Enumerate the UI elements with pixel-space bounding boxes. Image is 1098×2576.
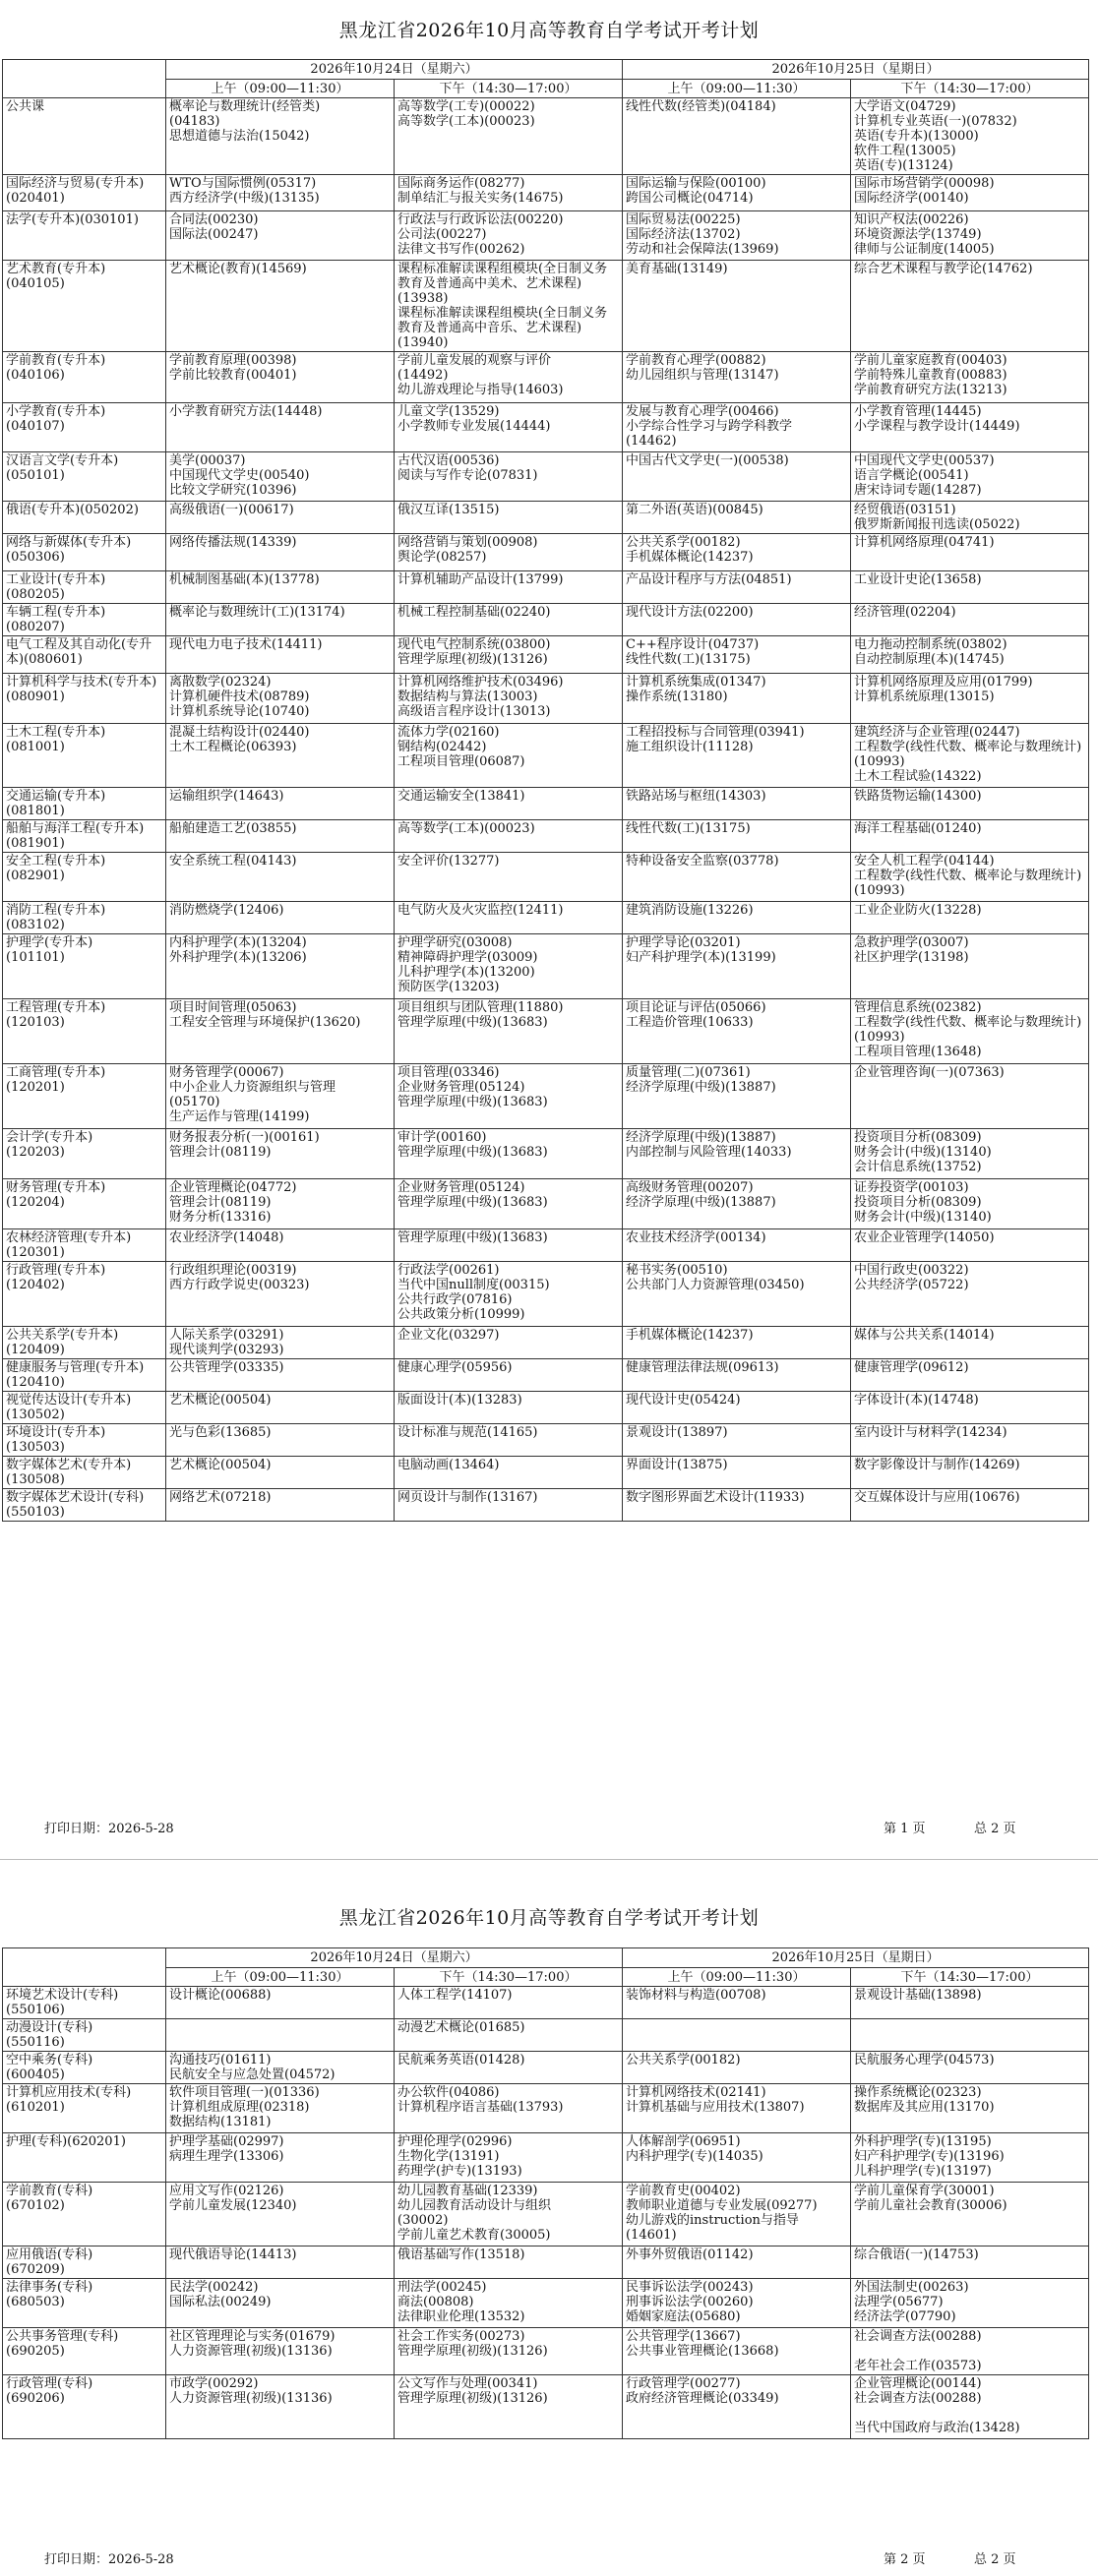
page-total: 总 2 页 <box>974 1822 1016 1836</box>
course-cell-d1am: 沟通技巧(01611) 民航安全与应急处置(04572) <box>166 2052 395 2084</box>
table-row <box>3 1229 1089 1262</box>
course-cell-d1pm: 项目管理(03346) 企业财务管理(05124) 管理学原理(中级)(13683) <box>395 1064 623 1129</box>
header-day1-pm: 下午（14:30—17:00） <box>395 80 623 98</box>
page-number: 第 1 页 <box>884 1822 926 1836</box>
course-cell-d2pm: 民航服务心理学(04573) <box>851 2052 1089 2084</box>
major-cell: 视觉传达设计(专升本) (130502) <box>3 1392 166 1424</box>
table-row <box>3 534 1089 571</box>
course-cell-d1am: 机械制图基础(本)(13778) <box>166 571 395 604</box>
course-cell-d2am: 现代设计史(05424) <box>623 1392 851 1424</box>
major-cell: 网络与新媒体(专升本) (050306) <box>3 534 166 571</box>
major-cell: 数字媒体艺术设计(专科)(550103) <box>3 1489 166 1522</box>
course-cell-d1pm: 项目组织与团队管理(11880) 管理学原理(中级)(13683) <box>395 999 623 1064</box>
course-cell-d1am: 现代俄语导论(14413) <box>166 2247 395 2279</box>
course-cell-d1am: 应用文写作(02126) 学前儿童发展(12340) <box>166 2183 395 2247</box>
course-cell-d1pm: 行政法学(00261) 当代中国null制度(00315) 公共行政学(07816) 公共政策分析(10999) <box>395 1262 623 1327</box>
course-cell-d1pm: 电脑动画(13464) <box>395 1457 623 1489</box>
course-cell-d1pm: 计算机辅助产品设计(13799) <box>395 571 623 604</box>
course-cell-d1am: 设计概论(00688) <box>166 1987 395 2019</box>
course-cell-d1am: 社区管理理论与实务(01679) 人力资源管理(初级)(13136) <box>166 2328 395 2375</box>
course-cell-d1am: 内科护理学(本)(13204) 外科护理学(本)(13206) <box>166 934 395 999</box>
course-cell-d1pm: 健康心理学(05956) <box>395 1359 623 1392</box>
table-row <box>3 2183 1089 2247</box>
table-row <box>3 2328 1089 2375</box>
header-day2: 2026年10月25日（星期日） <box>623 1948 1089 1968</box>
table-row <box>3 2133 1089 2183</box>
course-cell-d1am: 财务管理学(00067) 中小企业人力资源组织与管理 (05170) 生产运作与管理(14199) <box>166 1064 395 1129</box>
course-cell-d1pm: 网络营销与策划(00908) 舆论学(08257) <box>395 534 623 571</box>
table-row <box>3 820 1089 853</box>
major-cell: 公共课 <box>3 98 166 175</box>
major-cell: 汉语言文学(专升本) (050101) <box>3 452 166 502</box>
course-cell-d2pm: 外科护理学(专)(13195) 妇产科护理学(专)(13196) 儿科护理学(专)(13197) <box>851 2133 1089 2183</box>
course-cell-d1am: 人际关系学(03291) 现代谈判学(03293) <box>166 1327 395 1359</box>
table-row <box>3 2247 1089 2279</box>
table-row <box>3 175 1089 211</box>
major-cell: 工商管理(专升本) (120201) <box>3 1064 166 1129</box>
course-cell-d2pm: 交互媒体设计与应用(10676) <box>851 1489 1089 1522</box>
course-cell-d2am: 高级财务管理(00207) 经济学原理(中级)(13887) <box>623 1179 851 1229</box>
course-cell-d2pm: 企业管理概论(00144) 社会调查方法(00288) 当代中国政府与政治(13428) <box>851 2375 1089 2439</box>
course-cell-d2am: 公共关系学(00182) 手机媒体概论(14237) <box>623 534 851 571</box>
course-cell-d1pm: 机械工程控制基础(02240) <box>395 604 623 636</box>
course-cell-d2am: 铁路站场与枢纽(14303) <box>623 788 851 820</box>
header-day1: 2026年10月24日（星期六） <box>166 60 623 80</box>
course-cell-d1pm: 刑法学(00245) 商法(00808) 法律职业伦理(13532) <box>395 2279 623 2328</box>
course-cell-d1pm: 幼儿园教育基础(12339) 幼儿园教育活动设计与组织 (30002) 学前儿童艺术教育(30005) <box>395 2183 623 2247</box>
course-cell-d2pm: 外国法制史(00263) 法理学(05677) 经济法学(07790) <box>851 2279 1089 2328</box>
course-cell-d2pm: 工业企业防火(13228) <box>851 902 1089 934</box>
course-cell-d2pm: 海洋工程基础(01240) <box>851 820 1089 853</box>
table-row <box>3 403 1089 452</box>
course-cell-d2am: 行政管理学(00277) 政府经济管理概论(03349) <box>623 2375 851 2439</box>
table-row <box>3 2084 1089 2133</box>
header-major-cell <box>3 1948 166 1987</box>
major-cell: 俄语(专升本)(050202) <box>3 502 166 534</box>
course-cell-d2pm: 计算机网络原理(04741) <box>851 534 1089 571</box>
major-cell: 工业设计(专升本) (080205) <box>3 571 166 604</box>
major-cell: 农林经济管理(专升本)(120301) <box>3 1229 166 1262</box>
major-cell: 消防工程(专升本) (083102) <box>3 902 166 934</box>
course-cell-d1pm: 审计学(00160) 管理学原理(中级)(13683) <box>395 1129 623 1179</box>
table-row <box>3 1424 1089 1457</box>
major-cell: 安全工程(专升本) (082901) <box>3 853 166 902</box>
course-cell-d2am: 发展与教育心理学(00466) 小学综合性学习与跨学科教学 (14462) <box>623 403 851 452</box>
major-cell: 空中乘务(专科) (600405) <box>3 2052 166 2084</box>
page-total: 总 2 页 <box>974 2552 1016 2567</box>
course-cell-d1pm: 俄语基础写作(13518) <box>395 2247 623 2279</box>
course-cell-d2am: 秘书实务(00510) 公共部门人力资源管理(03450) <box>623 1262 851 1327</box>
course-cell-d1pm: 安全评价(13277) <box>395 853 623 902</box>
course-cell-d1pm: 管理学原理(中级)(13683) <box>395 1229 623 1262</box>
major-cell: 行政管理(专科) (690206) <box>3 2375 166 2439</box>
course-cell-d2pm: 大学语文(04729) 计算机专业英语(一)(07832) 英语(专升本)(13000) 软件工程(13005) 英语(专)(13124) <box>851 98 1089 175</box>
table-row <box>3 902 1089 934</box>
course-cell-d2am: 质量管理(二)(07361) 经济学原理(中级)(13887) <box>623 1064 851 1129</box>
table-row <box>3 2375 1089 2439</box>
course-cell-d1am: 行政组织理论(00319) 西方行政学说史(00323) <box>166 1262 395 1327</box>
course-cell-d1pm: 高等数学(工本)(00023) <box>395 820 623 853</box>
table-row <box>3 1392 1089 1424</box>
course-cell-d1pm: 俄汉互译(13515) <box>395 502 623 534</box>
course-cell-d1am: 概率论与数理统计(工)(13174) <box>166 604 395 636</box>
major-cell: 财务管理(专升本) (120204) <box>3 1179 166 1229</box>
course-cell-d1am: 现代电力电子技术(14411) <box>166 636 395 674</box>
course-cell-d2am: 健康管理法律法规(09613) <box>623 1359 851 1392</box>
table-row <box>3 1359 1089 1392</box>
course-cell-d2pm: 电力拖动控制系统(03802) 自动控制原理(本)(14745) <box>851 636 1089 674</box>
course-cell-d1pm: 儿童文学(13529) 小学教师专业发展(14444) <box>395 403 623 452</box>
major-cell: 国际经济与贸易(专升本)(020401) <box>3 175 166 211</box>
major-cell: 行政管理(专升本) (120402) <box>3 1262 166 1327</box>
course-cell-d1am <box>166 2019 395 2052</box>
major-cell: 护理(专科)(620201) <box>3 2133 166 2183</box>
course-cell-d2pm: 管理信息系统(02382) 工程数学(线性代数、概率论与数理统计)(10993) 工程项目管理(13648) <box>851 999 1089 1064</box>
course-cell-d2am: 现代设计方法(02200) <box>623 604 851 636</box>
course-cell-d2pm <box>851 2019 1089 2052</box>
table-row <box>3 1262 1089 1327</box>
course-cell-d1pm: 版面设计(本)(13283) <box>395 1392 623 1424</box>
course-cell-d2pm: 学前儿童保育学(30001) 学前儿童社会教育(30006) <box>851 2183 1089 2247</box>
course-cell-d2pm: 安全人机工程学(04144) 工程数学(线性代数、概率论与数理统计)(10993) <box>851 853 1089 902</box>
table-row <box>3 1179 1089 1229</box>
table-row <box>3 674 1089 724</box>
course-cell-d2pm: 企业管理咨询(一)(07363) <box>851 1064 1089 1129</box>
course-cell-d2pm: 操作系统概论(02323) 数据库及其应用(13170) <box>851 2084 1089 2133</box>
major-cell: 环境艺术设计(专科) (550106) <box>3 1987 166 2019</box>
schedule-table <box>2 59 1089 1522</box>
course-cell-d1pm: 高等数学(工专)(00022) 高等数学(工本)(00023) <box>395 98 623 175</box>
course-cell-d2am: 工程招投标与合同管理(03941) 施工组织设计(11128) <box>623 724 851 788</box>
header-day2-pm: 下午（14:30—17:00） <box>851 80 1089 98</box>
major-cell: 公共关系学(专升本) (120409) <box>3 1327 166 1359</box>
course-cell-d1am: 美学(00037) 中国现代文学史(00540) 比较文学研究(10396) <box>166 452 395 502</box>
course-cell-d2am: 中国古代文学史(一)(00538) <box>623 452 851 502</box>
header-date-row <box>3 1948 1089 1968</box>
course-cell-d2am: 外事外贸俄语(01142) <box>623 2247 851 2279</box>
course-cell-d1pm: 计算机网络维护技术(03496) 数据结构与算法(13003) 高级语言程序设计(13013) <box>395 674 623 724</box>
course-cell-d2am: 民事诉讼法学(00243) 刑事诉讼法学(00260) 婚姻家庭法(05680) <box>623 2279 851 2328</box>
course-cell-d2pm: 字体设计(本)(14748) <box>851 1392 1089 1424</box>
course-cell-d2am: 第二外语(英语)(00845) <box>623 502 851 534</box>
table-row <box>3 2019 1089 2052</box>
schedule-page-2 <box>0 1852 1098 2576</box>
table-row <box>3 98 1089 175</box>
major-cell: 法律事务(专科) (680503) <box>3 2279 166 2328</box>
course-cell-d1am: 学前教育原理(00398) 学前比较教育(00401) <box>166 352 395 403</box>
course-cell-d2pm: 知识产权法(00226) 环境资源法学(13749) 律师与公证制度(14005) <box>851 211 1089 261</box>
major-cell: 环境设计(专升本) (130503) <box>3 1424 166 1457</box>
course-cell-d1pm: 民航乘务英语(01428) <box>395 2052 623 2084</box>
page-number: 第 2 页 <box>884 2552 926 2567</box>
table-row <box>3 2052 1089 2084</box>
course-cell-d2pm: 工业设计史论(13658) <box>851 571 1089 604</box>
course-cell-d2pm: 综合艺术课程与教学论(14762) <box>851 261 1089 352</box>
course-cell-d1pm: 行政法与行政诉讼法(00220) 公司法(00227) 法律文书写作(00262) <box>395 211 623 261</box>
course-cell-d1pm: 国际商务运作(08277) 制单结汇与报关实务(14675) <box>395 175 623 211</box>
course-cell-d1am: 软件项目管理(一)(01336) 计算机组成原理(02318) 数据结构(13181) <box>166 2084 395 2133</box>
course-cell-d2am: 护理学导论(03201) 妇产科护理学(本)(13199) <box>623 934 851 999</box>
course-cell-d1pm: 人体工程学(14107) <box>395 1987 623 2019</box>
major-cell: 公共事务管理(专科) (690205) <box>3 2328 166 2375</box>
table-row <box>3 502 1089 534</box>
course-cell-d2am: 界面设计(13875) <box>623 1457 851 1489</box>
course-cell-d2am: 人体解剖学(06951) 内科护理学(专)(14035) <box>623 2133 851 2183</box>
course-cell-d1am: 公共管理学(03335) <box>166 1359 395 1392</box>
header-day1-am: 上午（09:00—11:30） <box>166 80 395 98</box>
table-row <box>3 636 1089 674</box>
print-date: 打印日期：2026-5-28 <box>44 1822 174 1836</box>
course-cell-d1am: 合同法(00230) 国际法(00247) <box>166 211 395 261</box>
course-cell-d2am: 装饰材料与构造(00708) <box>623 1987 851 2019</box>
course-cell-d1pm: 古代汉语(00536) 阅读与写作专论(07831) <box>395 452 623 502</box>
header-session-row <box>3 80 1089 98</box>
schedule-body <box>3 60 1089 1522</box>
course-cell-d1am: 财务报表分析(一)(00161) 管理会计(08119) <box>166 1129 395 1179</box>
course-cell-d2pm: 中国现代文学史(00537) 语言学概论(00541) 唐宋诗词专题(14287) <box>851 452 1089 502</box>
course-cell-d1pm: 护理伦理学(02996) 生物化学(13191) 药理学(护专)(13193) <box>395 2133 623 2183</box>
table-row <box>3 604 1089 636</box>
course-cell-d2pm: 社会调查方法(00288) 老年社会工作(03573) <box>851 2328 1089 2375</box>
course-cell-d1am: 艺术概论(00504) <box>166 1457 395 1489</box>
course-cell-d2pm: 经贸俄语(03151) 俄罗斯新闻报刊选读(05022) <box>851 502 1089 534</box>
table-row <box>3 853 1089 902</box>
course-cell-d2pm: 室内设计与材料学(14234) <box>851 1424 1089 1457</box>
page-title: 黑龙江省2026年10月高等教育自学考试开考计划 <box>338 20 760 41</box>
major-cell: 计算机科学与技术(专升本)(080901) <box>3 674 166 724</box>
major-cell: 健康服务与管理(专升本)(120410) <box>3 1359 166 1392</box>
course-cell-d1am: 小学教育研究方法(14448) <box>166 403 395 452</box>
major-cell: 学前教育(专升本) (040106) <box>3 352 166 403</box>
course-cell-d2am: 国际贸易法(00225) 国际经济法(13702) 劳动和社会保障法(13969) <box>623 211 851 261</box>
major-cell: 法学(专升本)(030101) <box>3 211 166 261</box>
course-cell-d2am: 手机媒体概论(14237) <box>623 1327 851 1359</box>
table-row <box>3 352 1089 403</box>
course-cell-d2am: 线性代数(工)(13175) <box>623 820 851 853</box>
course-cell-d1pm: 护理学研究(03008) 精神障碍护理学(03009) 儿科护理学(本)(13200) 预防医学(13203) <box>395 934 623 999</box>
course-cell-d2pm: 数字影像设计与制作(14269) <box>851 1457 1089 1489</box>
print-date: 打印日期：2026-5-28 <box>44 2552 174 2567</box>
major-cell: 应用俄语(专科) (670209) <box>3 2247 166 2279</box>
header-day2-am: 上午（09:00—11:30） <box>623 1968 851 1987</box>
course-cell-d2pm: 中国行政史(00322) 公共经济学(05722) <box>851 1262 1089 1327</box>
header-day1: 2026年10月24日（星期六） <box>166 1948 623 1968</box>
header-day1-am: 上午（09:00—11:30） <box>166 1968 395 1987</box>
major-cell: 护理学(专升本) (101101) <box>3 934 166 999</box>
course-cell-d2am: 经济学原理(中级)(13887) 内部控制与风险管理(14033) <box>623 1129 851 1179</box>
major-cell: 会计学(专升本) (120203) <box>3 1129 166 1179</box>
course-cell-d2am <box>623 2019 851 2052</box>
course-cell-d1am: 安全系统工程(04143) <box>166 853 395 902</box>
header-major-cell <box>3 60 166 98</box>
table-row <box>3 788 1089 820</box>
course-cell-d1am: 离散数学(02324) 计算机硬件技术(08789) 计算机系统导论(10740) <box>166 674 395 724</box>
course-cell-d2am: 计算机网络技术(02141) 计算机基础与应用技术(13807) <box>623 2084 851 2133</box>
course-cell-d2pm: 铁路货物运输(14300) <box>851 788 1089 820</box>
course-cell-d2am: 国际运输与保险(00100) 跨国公司概论(04714) <box>623 175 851 211</box>
table-row <box>3 1129 1089 1179</box>
table-row <box>3 1064 1089 1129</box>
table-row <box>3 1457 1089 1489</box>
course-cell-d1am: 民法学(00242) 国际私法(00249) <box>166 2279 395 2328</box>
course-cell-d1am: 船舶建造工艺(03855) <box>166 820 395 853</box>
course-cell-d2pm: 景观设计基础(13898) <box>851 1987 1089 2019</box>
header-day2: 2026年10月25日（星期日） <box>623 60 1089 80</box>
table-row <box>3 724 1089 788</box>
major-cell: 工程管理(专升本) (120103) <box>3 999 166 1064</box>
course-cell-d1am: 网络传播法规(14339) <box>166 534 395 571</box>
header-day1-pm: 下午（14:30—17:00） <box>395 1968 623 1987</box>
course-cell-d2am: 建筑消防设施(13226) <box>623 902 851 934</box>
course-cell-d1am: 艺术概论(教育)(14569) <box>166 261 395 352</box>
course-cell-d2am: 农业技术经济学(00134) <box>623 1229 851 1262</box>
course-cell-d1am: 消防燃烧学(12406) <box>166 902 395 934</box>
table-row <box>3 1489 1089 1522</box>
course-cell-d1am: 企业管理概论(04772) 管理会计(08119) 财务分析(13316) <box>166 1179 395 1229</box>
course-cell-d1am: 农业经济学(14048) <box>166 1229 395 1262</box>
course-cell-d1am: 光与色彩(13685) <box>166 1424 395 1457</box>
major-cell: 电气工程及其自动化(专升本)(080601) <box>3 636 166 674</box>
course-cell-d1pm: 企业文化(03297) <box>395 1327 623 1359</box>
header-date-row <box>3 60 1089 80</box>
table-row <box>3 1987 1089 2019</box>
page-title: 黑龙江省2026年10月高等教育自学考试开考计划 <box>338 1907 760 1929</box>
table-row <box>3 211 1089 261</box>
course-cell-d2am: 产品设计程序与方法(04851) <box>623 571 851 604</box>
course-cell-d2am: 特种设备安全监察(03778) <box>623 853 851 902</box>
course-cell-d2am: 景观设计(13897) <box>623 1424 851 1457</box>
header-day2-am: 上午（09:00—11:30） <box>623 80 851 98</box>
table-row <box>3 934 1089 999</box>
course-cell-d2am: 项目论证与评估(05066) 工程造价管理(10633) <box>623 999 851 1064</box>
course-cell-d2pm: 投资项目分析(08309) 财务会计(中级)(13140) 会计信息系统(13752) <box>851 1129 1089 1179</box>
course-cell-d2pm: 计算机网络原理及应用(01799) 计算机系统原理(13015) <box>851 674 1089 724</box>
table-row <box>3 261 1089 352</box>
course-cell-d1pm: 流体力学(02160) 钢结构(02442) 工程项目管理(06087) <box>395 724 623 788</box>
course-cell-d1am: 混凝土结构设计(02440) 土木工程概论(06393) <box>166 724 395 788</box>
table-row <box>3 1327 1089 1359</box>
course-cell-d1am: 艺术概论(00504) <box>166 1392 395 1424</box>
major-cell: 船舶与海洋工程(专升本)(081901) <box>3 820 166 853</box>
major-cell: 数字媒体艺术(专升本)(130508) <box>3 1457 166 1489</box>
header-session-row <box>3 1968 1089 1987</box>
course-cell-d2pm: 小学教育管理(14445) 小学课程与教学设计(14449) <box>851 403 1089 452</box>
course-cell-d2am: 公共关系学(00182) <box>623 2052 851 2084</box>
header-day2-pm: 下午（14:30—17:00） <box>851 1968 1089 1987</box>
course-cell-d1pm: 办公软件(04086) 计算机程序语言基础(13793) <box>395 2084 623 2133</box>
schedule-table <box>2 1947 1089 2439</box>
course-cell-d2pm: 学前儿童家庭教育(00403) 学前特殊儿童教育(00883) 学前教育研究方法(13213) <box>851 352 1089 403</box>
course-cell-d2am: 美育基础(13149) <box>623 261 851 352</box>
major-cell: 交通运输(专升本) (081801) <box>3 788 166 820</box>
course-cell-d1pm: 电气防火及火灾监控(12411) <box>395 902 623 934</box>
course-cell-d1am: 网络艺术(07218) <box>166 1489 395 1522</box>
course-cell-d1am: 运输组织学(14643) <box>166 788 395 820</box>
major-cell: 小学教育(专升本) (040107) <box>3 403 166 452</box>
schedule-body <box>3 1948 1089 2439</box>
course-cell-d1am: 高级俄语(一)(00617) <box>166 502 395 534</box>
course-cell-d1pm: 动漫艺术概论(01685) <box>395 2019 623 2052</box>
table-row <box>3 999 1089 1064</box>
major-cell: 学前教育(专科) (670102) <box>3 2183 166 2247</box>
course-cell-d1pm: 设计标准与规范(14165) <box>395 1424 623 1457</box>
course-cell-d2pm: 国际市场营销学(00098) 国际经济学(00140) <box>851 175 1089 211</box>
course-cell-d1pm: 企业财务管理(05124) 管理学原理(中级)(13683) <box>395 1179 623 1229</box>
course-cell-d2am: 数字图形界面艺术设计(11933) <box>623 1489 851 1522</box>
course-cell-d2am: 学前教育史(00402) 教师职业道德与专业发展(09277) 幼儿游戏的instruction与指导(14601) <box>623 2183 851 2247</box>
course-cell-d2pm: 农业企业管理学(14050) <box>851 1229 1089 1262</box>
course-cell-d1am: 护理学基础(02997) 病理生理学(13306) <box>166 2133 395 2183</box>
major-cell: 动漫设计(专科) (550116) <box>3 2019 166 2052</box>
course-cell-d1am: 项目时间管理(05063) 工程安全管理与环境保护(13620) <box>166 999 395 1064</box>
course-cell-d2am: 线性代数(经管类)(04184) <box>623 98 851 175</box>
major-cell: 计算机应用技术(专科) (610201) <box>3 2084 166 2133</box>
course-cell-d1pm: 交通运输安全(13841) <box>395 788 623 820</box>
table-row <box>3 2279 1089 2328</box>
major-cell: 艺术教育(专升本) (040105) <box>3 261 166 352</box>
course-cell-d2pm: 媒体与公共关系(14014) <box>851 1327 1089 1359</box>
course-cell-d2am: 计算机系统集成(01347) 操作系统(13180) <box>623 674 851 724</box>
course-cell-d2pm: 经济管理(02204) <box>851 604 1089 636</box>
course-cell-d1pm: 学前儿童发展的观察与评价 (14492) 幼儿游戏理论与指导(14603) <box>395 352 623 403</box>
course-cell-d2pm: 证券投资学(00103) 投资项目分析(08309) 财务会计(中级)(13140) <box>851 1179 1089 1229</box>
course-cell-d2am: 学前教育心理学(00882) 幼儿园组织与管理(13147) <box>623 352 851 403</box>
table-row <box>3 571 1089 604</box>
course-cell-d1pm: 社会工作实务(00273) 管理学原理(初级)(13126) <box>395 2328 623 2375</box>
course-cell-d1am: WTO与国际惯例(05317) 西方经济学(中级)(13135) <box>166 175 395 211</box>
course-cell-d2pm: 急救护理学(03007) 社区护理学(13198) <box>851 934 1089 999</box>
course-cell-d1pm: 现代电气控制系统(03800) 管理学原理(初级)(13126) <box>395 636 623 674</box>
course-cell-d2pm: 综合俄语(一)(14753) <box>851 2247 1089 2279</box>
course-cell-d1pm: 公文写作与处理(00341) 管理学原理(初级)(13126) <box>395 2375 623 2439</box>
course-cell-d2pm: 建筑经济与企业管理(02447) 工程数学(线性代数、概率论与数理统计)(10993) 土木工程试验(14322) <box>851 724 1089 788</box>
course-cell-d2am: 公共管理学(13667) 公共事业管理概论(13668) <box>623 2328 851 2375</box>
course-cell-d1pm: 课程标准解读课程组模块(全日制义务教育及普通高中美术、艺术课程)(13938) 课程标准解读课程组模块(全日制义务教育及普通高中音乐、艺术课程)(13940) <box>395 261 623 352</box>
course-cell-d2am: C++程序设计(04737) 线性代数(工)(13175) <box>623 636 851 674</box>
course-cell-d1am: 概率论与数理统计(经管类) (04183) 思想道德与法治(15042) <box>166 98 395 175</box>
table-row <box>3 452 1089 502</box>
major-cell: 土木工程(专升本) (081001) <box>3 724 166 788</box>
major-cell: 车辆工程(专升本) (080207) <box>3 604 166 636</box>
course-cell-d1pm: 网页设计与制作(13167) <box>395 1489 623 1522</box>
course-cell-d2pm: 健康管理学(09612) <box>851 1359 1089 1392</box>
course-cell-d1am: 市政学(00292) 人力资源管理(初级)(13136) <box>166 2375 395 2439</box>
